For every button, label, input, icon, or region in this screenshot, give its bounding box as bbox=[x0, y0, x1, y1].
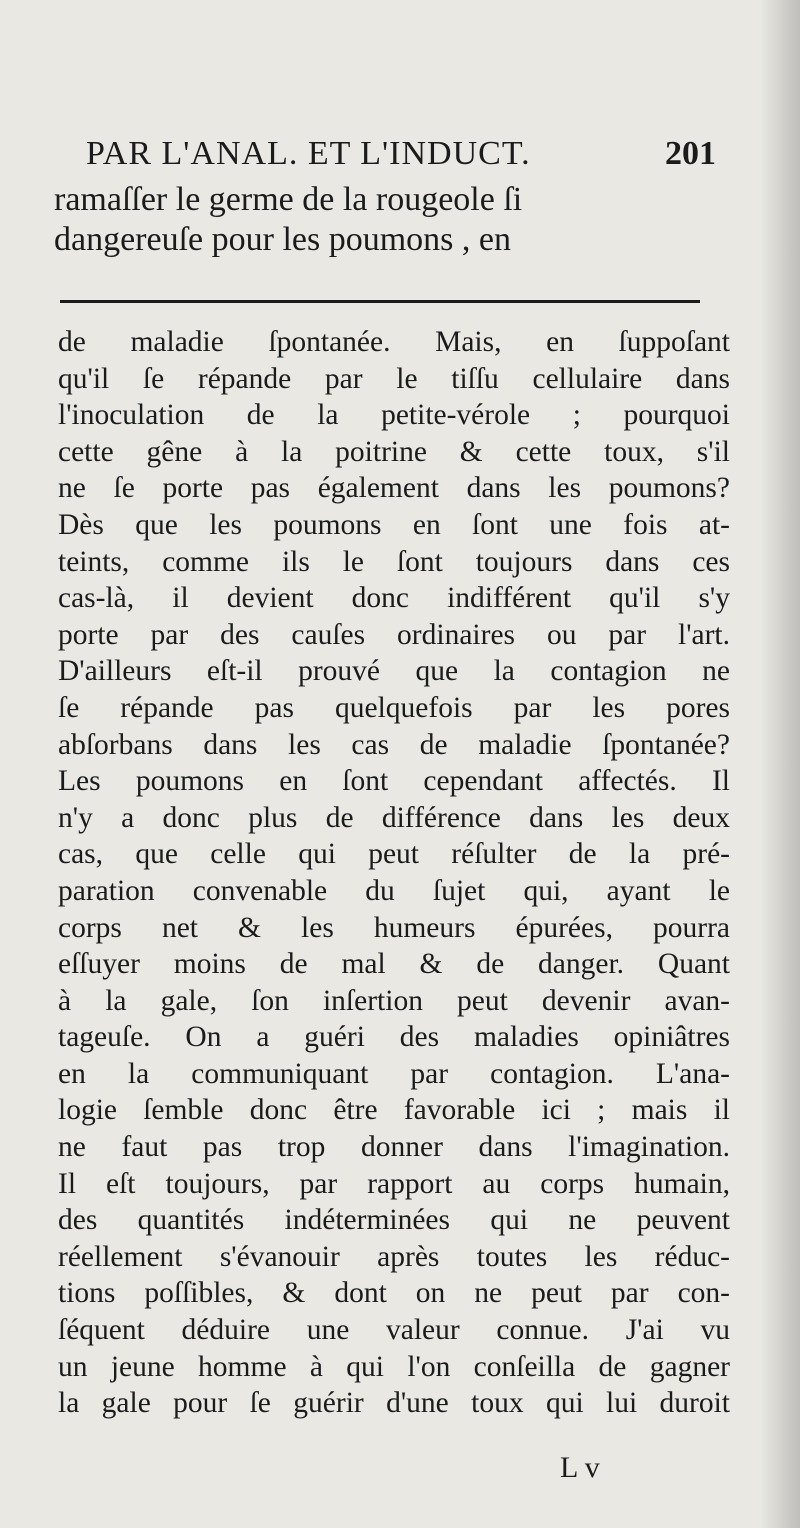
running-head bbox=[86, 132, 716, 176]
signature-mark: L v bbox=[560, 1451, 600, 1484]
text-line: Il eſt toujours, par rapport au corps humain, bbox=[58, 1167, 730, 1200]
text-line: cas, que celle qui peut réſulter de la pré- bbox=[58, 838, 730, 871]
text-line: la gale pour ſe guérir d'une toux qui lui duroit bbox=[58, 1387, 730, 1420]
text-line: ſe répande pas quelquefois par les pores bbox=[58, 691, 730, 724]
text-line: Les poumons en ſont cependant affectés. Il bbox=[58, 765, 730, 798]
text-line: ne ſe porte pas également dans les poumons? bbox=[58, 472, 730, 505]
text-line: cette gêne à la poitrine & cette toux, s'il bbox=[58, 435, 730, 468]
text-line: abſorbans dans les cas de maladie ſpontanée? bbox=[58, 728, 730, 761]
text-line: à la gale, ſon inſertion peut devenir avan- bbox=[58, 984, 730, 1017]
text-line: D'ailleurs eſt-il prouvé que la contagion ne bbox=[58, 655, 730, 688]
text-line: ne faut pas trop donner dans l'imagination. bbox=[58, 1131, 730, 1164]
text-line: teints, comme ils le ſont toujours dans ces bbox=[58, 545, 730, 578]
text-line: qu'il ſe répande par le tiſſu cellulaire dans bbox=[58, 362, 730, 395]
text-line: un jeune homme à qui l'on conſeilla de gagner bbox=[58, 1350, 730, 1383]
text-line: cas-là, il devient donc indifférent qu'il s'y bbox=[58, 582, 730, 615]
text-line: eſſuyer moins de mal & de danger. Quant bbox=[58, 948, 730, 981]
text-line: porte par des cauſes ordinaires ou par l'art. bbox=[58, 618, 730, 651]
running-head-title: PAR L'ANAL. ET L'INDUCT. bbox=[86, 135, 531, 172]
horizontal-rule bbox=[60, 300, 700, 303]
text-line: en la communiquant par contagion. L'ana- bbox=[58, 1057, 730, 1090]
fragment-line: ramaſſer le germe de la rougeole ſi bbox=[54, 181, 523, 218]
text-line: n'y a donc plus de différence dans les deux bbox=[58, 801, 730, 834]
text-line: tions poſſibles, & dont on ne peut par con- bbox=[58, 1277, 730, 1310]
text-line: logie ſemble donc être favorable ici ; mais il bbox=[58, 1094, 730, 1127]
fragment-line: dangereuſe pour les poumons , en bbox=[54, 221, 511, 258]
text-line: paration convenable du ſujet qui, ayant le bbox=[58, 874, 730, 907]
body-text bbox=[58, 324, 730, 1422]
pasted-text-fragment bbox=[54, 180, 714, 260]
text-line: des quantités indéterminées qui ne peuvent bbox=[58, 1204, 730, 1237]
text-line: réellement s'évanouir après toutes les réduc- bbox=[58, 1240, 730, 1273]
text-line: Dès que les poumons en ſont une fois at- bbox=[58, 508, 730, 541]
text-line: l'inoculation de la petite-vérole ; pourquoi bbox=[58, 399, 730, 432]
text-line: ſéquent déduire une valeur connue. J'ai vu bbox=[58, 1314, 730, 1347]
text-line: corps net & les humeurs épurées, pourra bbox=[58, 911, 730, 944]
text-line: tageuſe. On a guéri des maladies opiniâtres bbox=[58, 1021, 730, 1054]
page-number: 201 bbox=[665, 135, 716, 172]
text-line: de maladie ſpontanée. Mais, en ſuppoſant bbox=[58, 326, 730, 358]
